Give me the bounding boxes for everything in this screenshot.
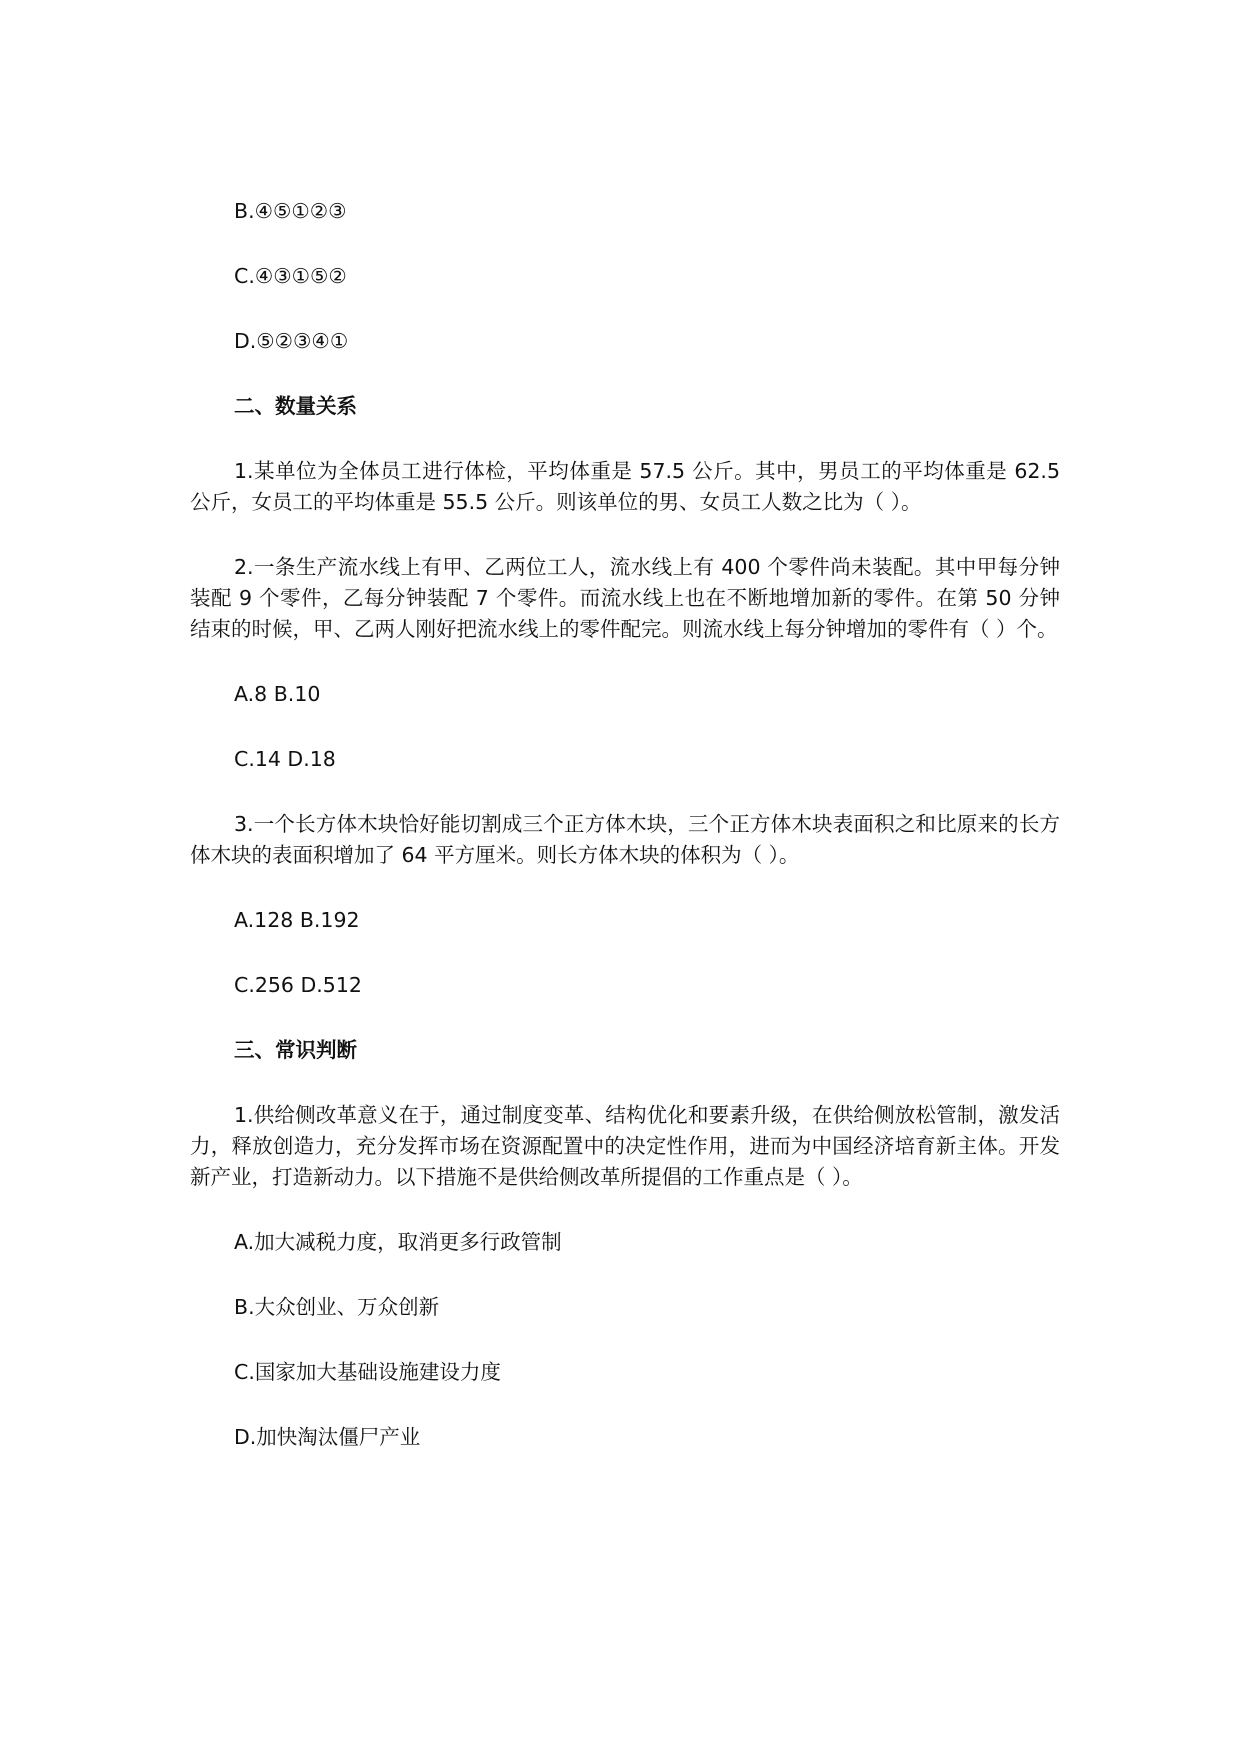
- answer-option: D.加快淘汰僵尸产业: [234, 1425, 421, 1449]
- answer-option: B.大众创业、万众创新: [234, 1295, 440, 1319]
- answer-option: C.国家加大基础设施建设力度: [234, 1360, 501, 1384]
- answer-option: A.加大减税力度，取消更多行政管制: [234, 1230, 562, 1254]
- section-heading: 三、常识判断: [234, 1038, 357, 1062]
- section-heading: 二、数量关系: [234, 394, 357, 418]
- question-paragraph: 1.某单位为全体员工进行体检，平均体重是 57.5 公斤。其中，男员工的平均体重是 62.5 公斤，女员工的平均体重是 55.5 公斤。则该单位的男、女员工人数之比为（ ）。: [190, 459, 1067, 514]
- answer-option: D.⑤②③④①: [234, 329, 349, 353]
- answer-option: C.14 D.18: [234, 747, 336, 771]
- question-paragraph: 3.一个长方体木块恰好能切割成三个正方体木块，三个正方体木块表面积之和比原来的长方体木块的表面积增加了 64 平方厘米。则长方体木块的体积为（ ）。: [190, 812, 1060, 867]
- answer-option: A.128 B.192: [234, 908, 360, 932]
- answer-option: C.④③①⑤②: [234, 264, 347, 288]
- answer-option: C.256 D.512: [234, 973, 362, 997]
- question-paragraph: 1.供给侧改革意义在于，通过制度变革、结构优化和要素升级，在供给侧放松管制，激发活力，释放创造力，充分发挥市场在资源配置中的决定性作用，进而为中国经济培育新主体。开发新产业，打造新动力。以下措施不是供给侧改革所提倡的工作重点是（ ）。: [190, 1103, 1060, 1189]
- document-content: [190, 196, 1067, 1487]
- answer-option: B.④⑤①②③: [234, 199, 347, 223]
- answer-option: A.8 B.10: [234, 682, 321, 706]
- question-paragraph: 2.一条生产流水线上有甲、乙两位工人，流水线上有 400 个零件尚未装配。其中甲每分钟装配 9 个零件，乙每分钟装配 7 个零件。而流水线上也在不断地增加新的零件。在第 50 分钟结束的时候，甲、乙两人刚好把流水线上的零件配完。则流水线上每分钟增加的零件有（ ）个。: [190, 555, 1060, 641]
